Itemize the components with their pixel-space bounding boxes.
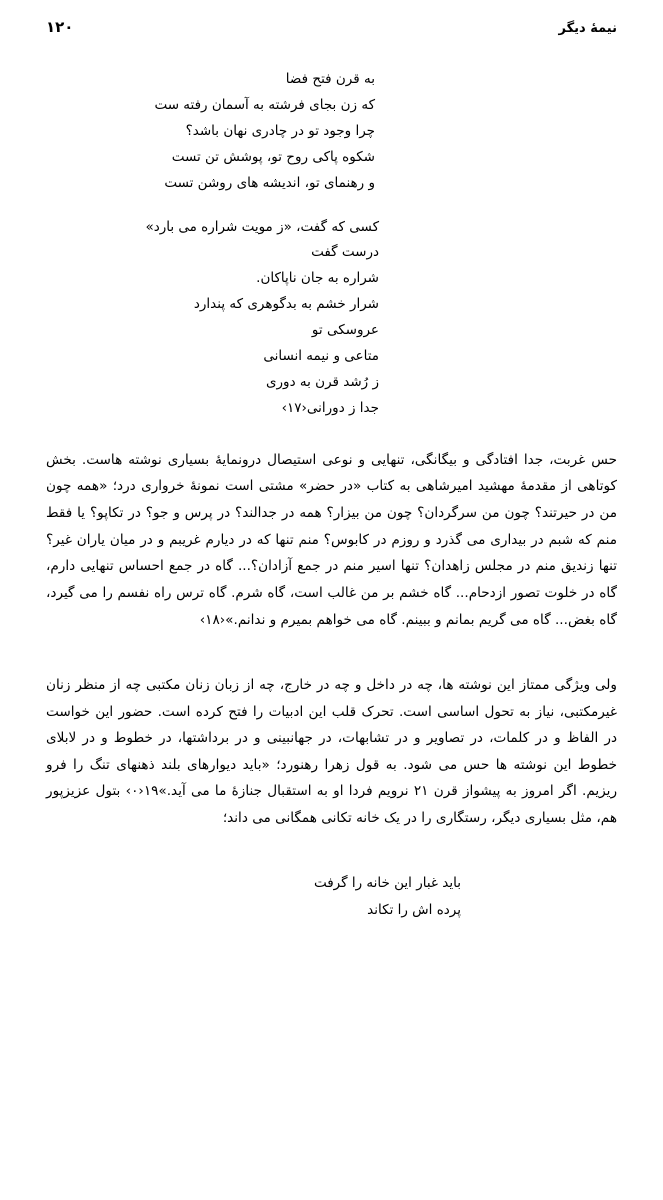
verse-line: باید غبار این خانه را گرفت — [313, 875, 461, 892]
page-header — [46, 18, 617, 36]
verse-line: به قرن فتح فضا — [285, 71, 375, 87]
spacer — [46, 42, 617, 67]
verse-line: چرا وجود تو در چادری نهان باشد؟ — [185, 122, 375, 139]
verse-line: عروسکی تو — [311, 322, 379, 339]
poem-block-3 — [46, 870, 617, 923]
paragraph-text: حس غربت، جدا افتادگی و بیگانگی، تنهایی و نوعی استیصال درونمایهٔ بسیاری نوشته هاست. بخش کوتاهی از مقدمهٔ مهشید امیرشاهی به کتاب «در حضر» مشتی است نمونهٔ خرواری درد؛ «همه چون من در حیرتند؟ چون من سرگردان؟ چون من بیزار؟ همه در جدالند؟ در پرس و جو؟ در تکاپو؟ یا فقط منم که شبم در بیداری می گذرد و روزم در کابوس؟ منم تنها که در دیارم غریبم و در میان یاران غیر؟ تنها زندیق منم در مجلس زاهدان؟ تنها اسیر منم در جمع آزادان؟... گاه در جمع احساس تنهایی دارم، گاه در خلوت تصور ازدحام... گاه خشم بر من غالب است، گاه شرم. گاه ترس راه نفسم را می گیرد، گاه بغض... گاه می گریم بمانم و ببینم. گاه می خواهم بمیرم و ندانم.»‹۱۸› — [46, 451, 617, 628]
verse-line: شرار خشم به بدگوهری که پندارد — [193, 296, 379, 313]
verse-line: ز رُشد قرن به دوری — [265, 373, 379, 390]
spacer — [46, 633, 617, 658]
poem-block-1 — [46, 67, 617, 197]
verse-line: شکوه پاکی روح تو، پوشش تن تست — [171, 148, 375, 165]
body-paragraph-1 — [46, 447, 617, 633]
verse-line: متاعی و نیمه انسانی — [263, 348, 379, 365]
running-title: نیمهٔ دیگر — [558, 21, 617, 36]
verse-line: جدا ز دورانی‹۱۷› — [281, 399, 379, 416]
verse-line: کسی که گفت، «ز مویت شراره می بارد» — [145, 218, 379, 235]
spacer — [46, 845, 617, 870]
verse-line: و رهنمای تو، اندیشه های روشن تست — [164, 174, 375, 191]
poem-block-2 — [46, 215, 617, 422]
verse-line: پرده اش را تکاند — [367, 901, 461, 918]
verse-line: شراره به جان ناپاکان. — [256, 270, 379, 287]
page-number: ۱۲۰ — [46, 18, 74, 36]
spacer — [46, 197, 617, 215]
body-paragraph-2 — [46, 672, 617, 832]
verse-line: که زن بجای فرشته به آسمان رفته ست — [154, 96, 375, 113]
verse-line: درست گفت — [311, 244, 379, 261]
paragraph-text: ولی ویژگی ممتاز این نوشته ها، چه در داخل و چه در خارج، چه از زبان زنان مکتبی چه از منظر زنان غیرمکتبی، نیاز به تحول اساسی است. تحرک قلب این ادبیات را فتح کرده است. حضور این خواست در الفاظ و در کلمات، در تصاویر و در تشابهات، در جهانبینی و در برداشتها، در خطوط و در لابلای خطوط این نوشته ها حس می شود. به قول زهرا رهنورد؛ «باید دیوارهای بلند ذهنهای تنگ را فرو ریزیم. اگر امروز به پیشواز قرن ۲۱ نرویم فردا او به استقبال جنازهٔ ما می آید.»۱۹‹۰› بتول عزیزپور هم، مثل بسیاری دیگر، رستگاری را در یک خانه تکانی همگانی می داند؛ — [46, 676, 618, 827]
spacer — [46, 422, 617, 447]
